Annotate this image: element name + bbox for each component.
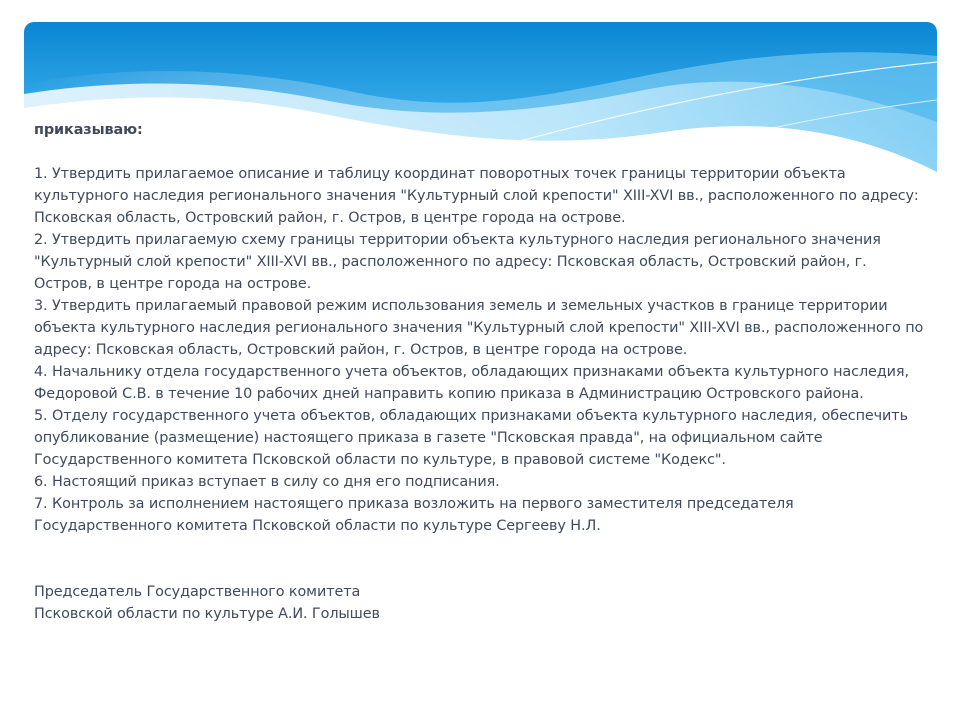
order-item-5: 5. Отделу государственного учета объектов, обладающих признаками объекта культурного наследия, обеспечить опубликование (размещение) настоящего приказа в газете "Псковская правда", на официальном сайте Государственного комитета Псковской области по культуре, в правовой системе "Кодекс". [34,408,908,468]
order-item-1: 1. Утвердить прилагаемое описание и таблицу координат поворотных точек границы территории объекта культурного наследия регионального значения "Культурный слой крепости" XIII-XVI вв., расположенного по адресу: Псковская область, Островский район, г. Остров, в центре города на острове. [34,166,919,226]
spacer [34,537,926,581]
spacer [34,141,926,163]
order-item-7: 7. Контроль за исполнением настоящего приказа возложить на первого заместителя председателя Государственного комитета Псковской области по культуре Сергееву Н.Л. [34,496,794,534]
document-body [34,119,926,625]
signature-line-1: Председатель Государственного комитета [34,584,361,600]
order-item-4: 4. Начальнику отдела государственного учета объектов, обладающих признаками объекта культурного наследия, Федоровой С.В. в течение 10 рабочих дней направить копию приказа в Администрацию Островского района. [34,364,909,402]
signature-line-2: Псковской области по культуре А.И. Голышев [34,606,380,622]
order-item-6: 6. Настоящий приказ вступает в силу со дня его подписания. [34,474,500,490]
order-item-2: 2. Утвердить прилагаемую схему границы территории объекта культурного наследия регионального значения "Культурный слой крепости" XIII-XVI вв., расположенного по адресу: Псковская область, Островский район, г. Остров, в центре города на острове. [34,232,881,292]
order-item-3: 3. Утвердить прилагаемый правовой режим использования земель и земельных участков в границе территории объекта культурного наследия регионального значения "Культурный слой крепости" XIII-XVI вв., расположенного по адресу: Псковская область, Островский район, г. Остров, в центре города на острове. [34,298,924,358]
order-heading: приказываю: [34,122,143,138]
